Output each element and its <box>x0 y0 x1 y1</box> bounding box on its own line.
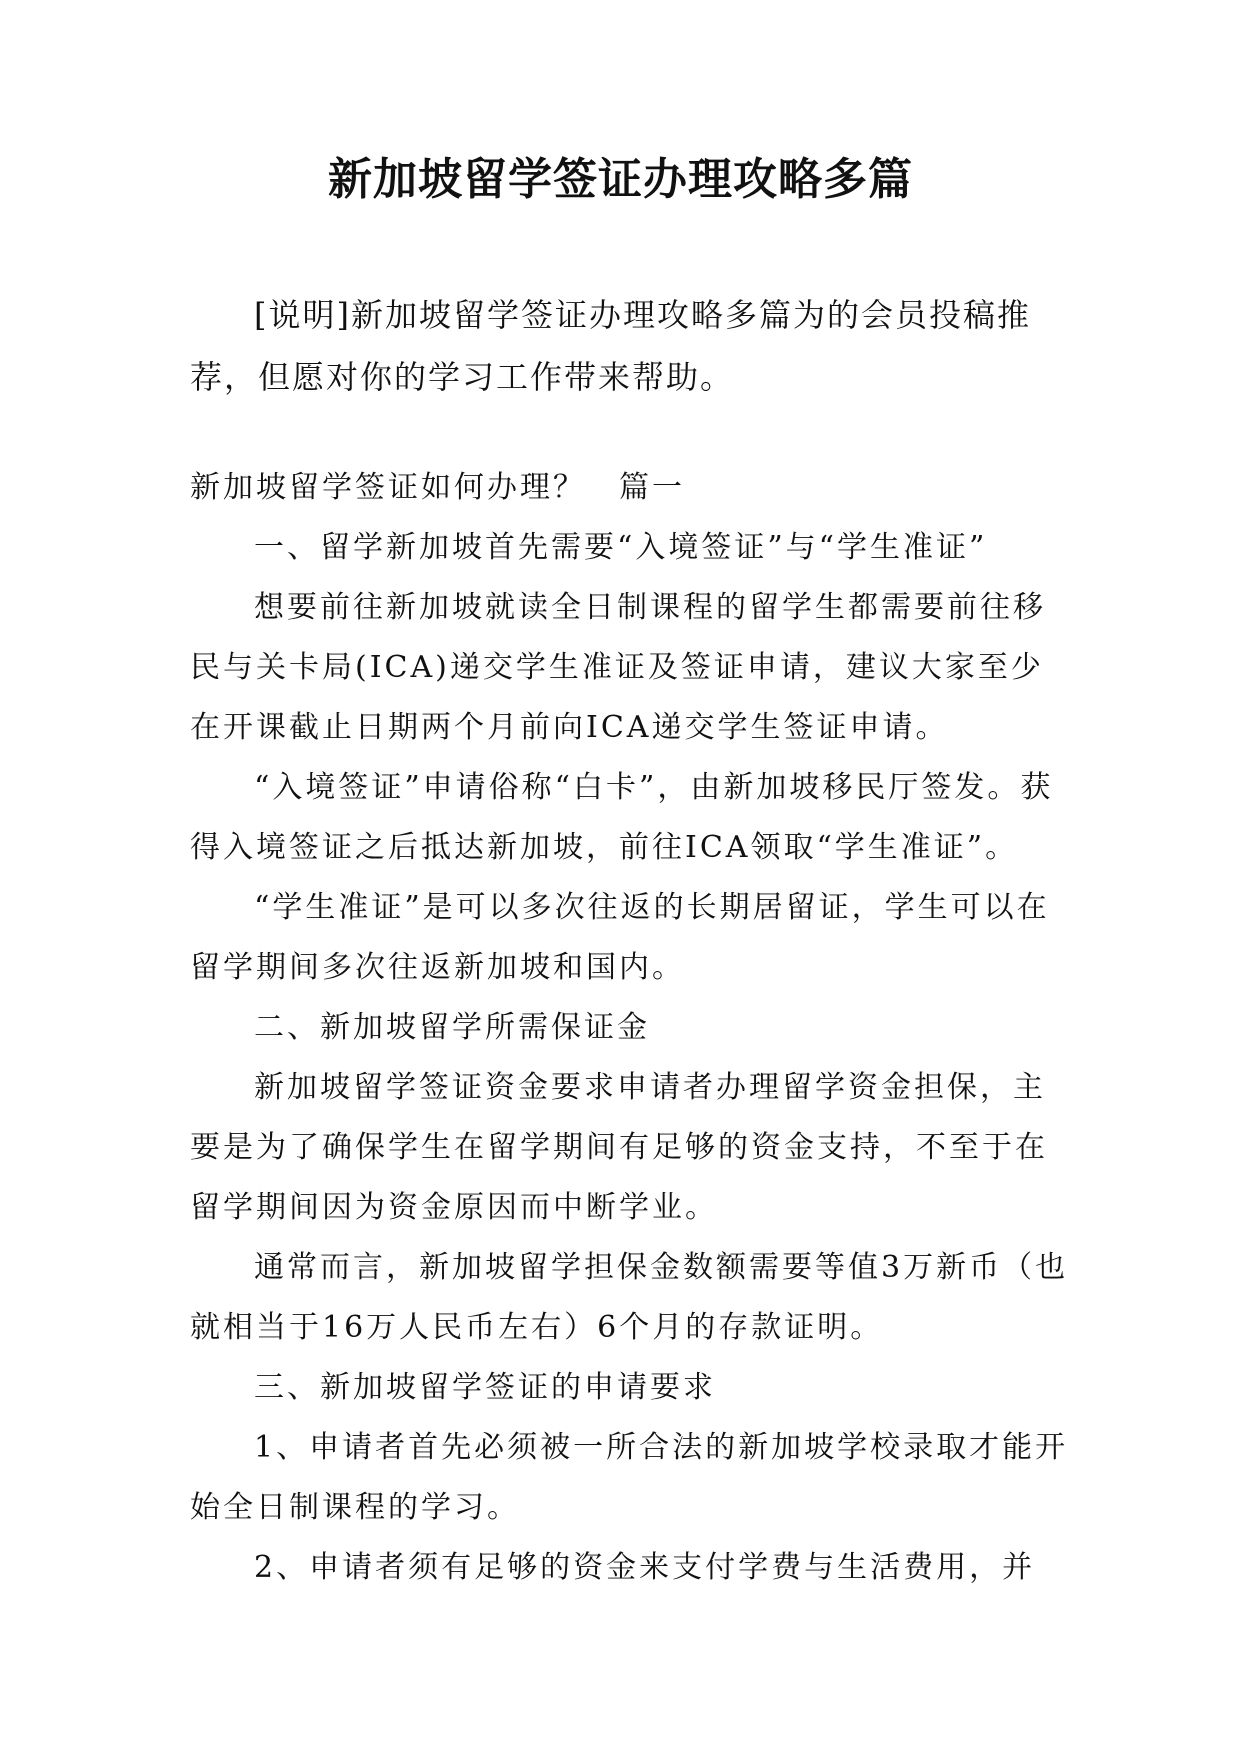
paragraph-entry-visa: “入境签证”申请俗称“白卡”，由新加坡移民厅签发。获得入境签证之后抵达新加坡，前往ICA领取“学生准证”。 <box>190 770 1054 865</box>
paragraph-ica-application: 想要前往新加坡就读全日制课程的留学生都需要前往移民与关卡局(ICA)递交学生准证及签证申请，建议大家至少在开课截止日期两个月前向ICA递交学生签证申请。 <box>190 590 1046 745</box>
paragraph-requirement-2: 2、申请者须有足够的资金来支付学费与生活费用，并 <box>254 1550 1036 1585</box>
paragraph-requirement-1: 1、申请者首先必须被一所合法的新加坡学校录取才能开始全日制课程的学习。 <box>190 1430 1069 1525</box>
subheading-requirements: 三、新加坡留学签证的申请要求 <box>254 1370 716 1405</box>
subheading-deposit: 二、新加坡留学所需保证金 <box>254 1010 650 1045</box>
intro-note: [说明]新加坡留学签证办理攻略多篇为的会员投稿推荐，但愿对你的学习工作带来帮助。 <box>190 296 1031 396</box>
subheading-visa-and-pass: 一、留学新加坡首先需要“入境签证”与“学生准证” <box>254 530 988 565</box>
document-title: 新加坡留学签证办理攻略多篇 <box>328 154 913 205</box>
paragraph-fund-guarantee: 新加坡留学签证资金要求申请者办理留学资金担保，主要是为了确保学生在留学期间有足够的资金支持，不至于在留学期间因为资金原因而中断学业。 <box>190 1070 1048 1225</box>
section-heading-article-one: 新加坡留学签证如何办理？ 篇一 <box>190 470 685 505</box>
document-body <box>190 458 1070 1598</box>
paragraph-student-pass: “学生准证”是可以多次往返的长期居留证，学生可以在留学期间多次往返新加坡和国内。 <box>190 890 1050 985</box>
paragraph-deposit-amount: 通常而言，新加坡留学担保金数额需要等值3万新币（也就相当于16万人民币左右）6个月的存款证明。 <box>190 1250 1069 1345</box>
